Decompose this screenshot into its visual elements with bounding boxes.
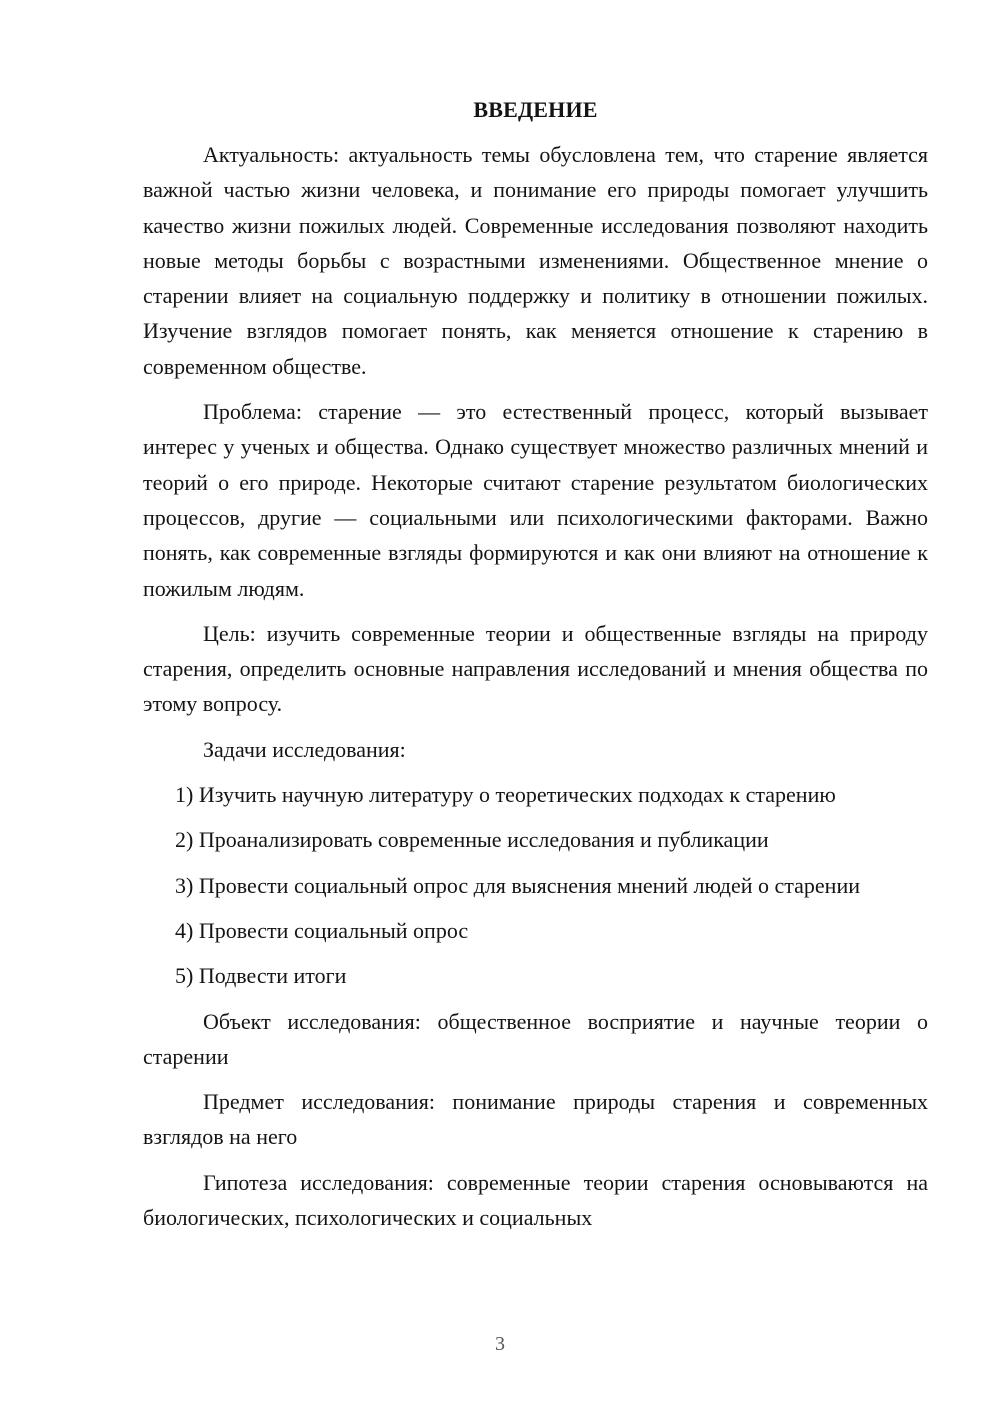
task-item-1: 1) Изучить научную литературу о теоретических подходах к старению: [175, 782, 836, 808]
page-number: 3: [495, 1333, 505, 1355]
task-item-5: 5) Подвести итоги: [175, 963, 347, 989]
relevance-paragraph: Актуальность: актуальность темы обусловлена тем, что старение является важной частью жизни человека, и понимание его природы помогает улучшить качество жизни пожилых людей. Современные исследования позволяют находить новые методы борьбы с возрастными изменениями. Общественное мнение о старении влияет на социальную поддержку и политику в отношении пожилых. Изучение взглядов помогает понять, как меняется отношение к старению в современном обществе.: [143, 142, 928, 379]
hypothesis-paragraph: Гипотеза исследования: современные теории старения основываются на биологических, психологических и социальных: [143, 1169, 928, 1231]
problem-paragraph: Проблема: старение — это естественный процесс, который вызывает интерес у ученых и общества. Однако существует множество различных мнений и теорий о его природе. Некоторые считают старение результатом биологических процессов, другие — социальными или психологическими факторами. Важно понять, как современные взгляды формируются и как они влияют на отношение к пожилым людям.: [143, 399, 928, 601]
document-heading: ВВЕДЕНИЕ: [473, 97, 598, 122]
tasks-heading: Задачи исследования:: [203, 736, 406, 762]
task-item-3: 3) Провести социальный опрос для выяснения мнений людей о старении: [175, 872, 860, 898]
goal-paragraph: Цель: изучить современные теории и общественные взгляды на природу старения, определить основные направления исследований и мнения общества по этому вопросу.: [143, 620, 928, 717]
research-subject-paragraph: Предмет исследования: понимание природы старения и современных взглядов на него: [143, 1089, 928, 1150]
research-object-paragraph: Объект исследования: общественное восприятие и научные теории о старении: [143, 1008, 928, 1069]
task-item-2: 2) Проанализировать современные исследования и публикации: [175, 827, 769, 853]
task-item-4: 4) Провести социальный опрос: [175, 917, 469, 943]
page-content: [143, 95, 928, 1235]
